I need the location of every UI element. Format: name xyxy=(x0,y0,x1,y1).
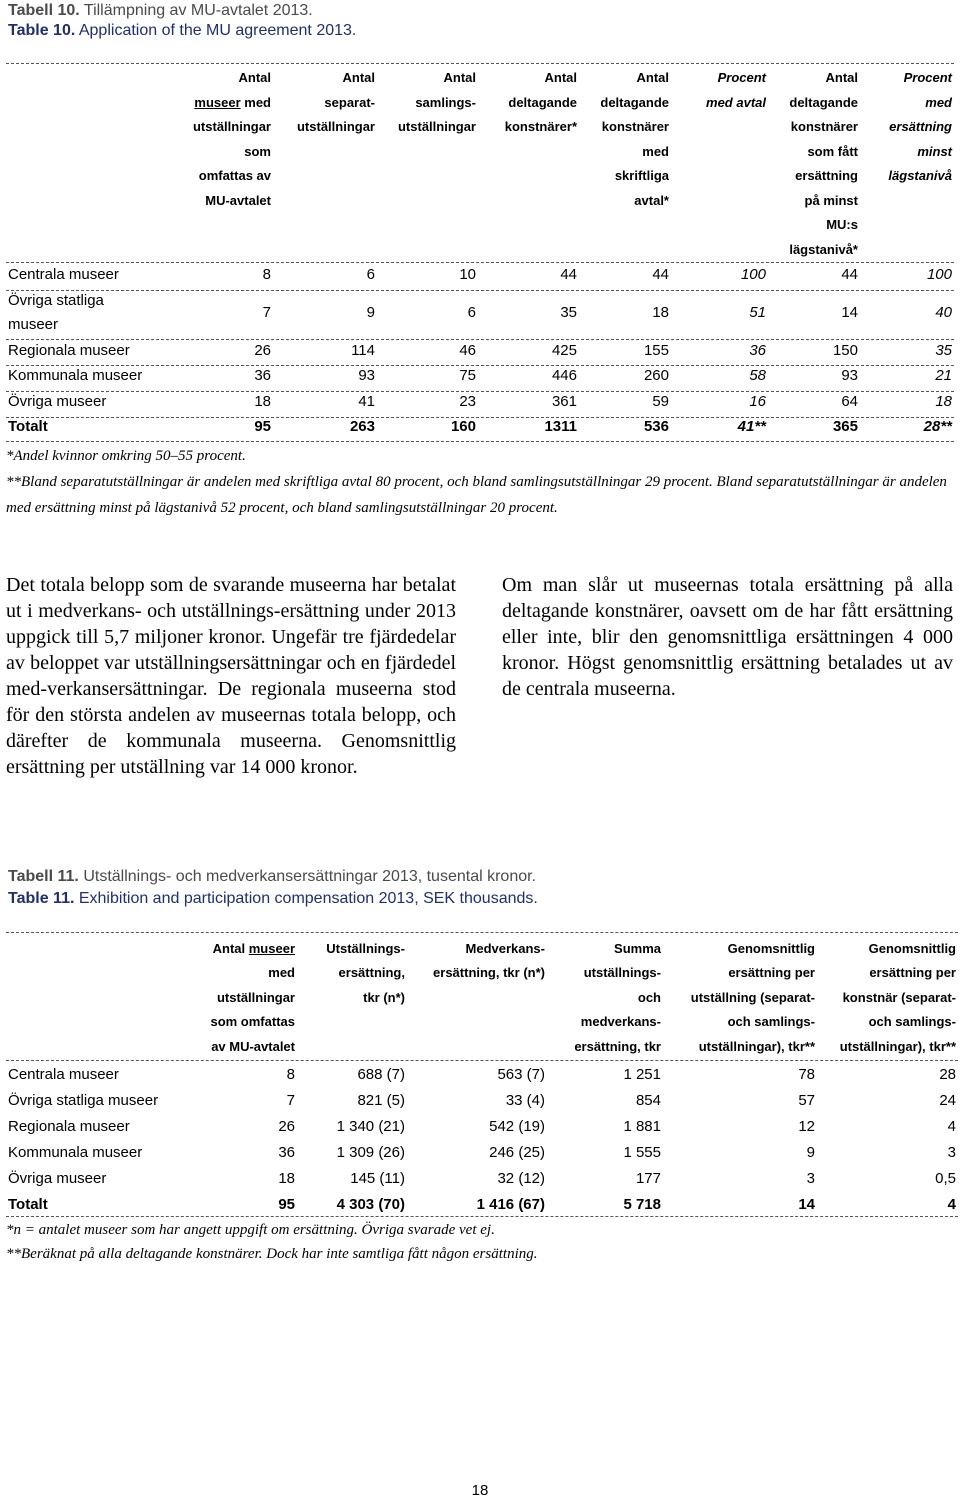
cell: 1 251 xyxy=(623,1065,661,1083)
header-line: omfattas av xyxy=(198,168,271,183)
cell: 64 xyxy=(841,392,858,410)
cell: 36 xyxy=(278,1143,295,1161)
header-line: utställningar), tkr** xyxy=(839,1038,956,1054)
cell: 1 309 (26) xyxy=(336,1143,405,1161)
cell: 21 xyxy=(935,367,952,385)
cell: 18 xyxy=(652,304,669,321)
cell: 1 340 (21) xyxy=(336,1117,405,1135)
header-line: deltagande xyxy=(508,94,577,110)
header-line: Antal xyxy=(342,70,375,85)
divider xyxy=(6,63,954,64)
header-line: Antal xyxy=(636,70,669,85)
row-label: Centrala museer xyxy=(8,266,119,284)
header-line: deltagande xyxy=(600,94,669,110)
cell: 263 xyxy=(349,418,375,436)
header-line xyxy=(198,937,295,961)
table-row-total xyxy=(6,414,954,440)
cell: 93 xyxy=(841,367,858,385)
table11-caption-sv-label: Tabell 11. xyxy=(8,868,79,885)
cell: 446 xyxy=(551,367,577,385)
divider xyxy=(6,932,958,933)
table10-header-separate xyxy=(273,66,377,262)
table10-caption-en xyxy=(8,20,356,42)
cell: 563 (7) xyxy=(497,1065,545,1083)
cell: 365 xyxy=(832,418,858,436)
header-line: konstnärer xyxy=(790,119,858,134)
header-line: på minst xyxy=(804,192,858,208)
header-line: avtal* xyxy=(634,192,669,208)
header-line: samlings- xyxy=(415,94,476,110)
cell: 6 xyxy=(366,266,375,284)
header-line: utställnings- xyxy=(583,965,661,981)
cell: 12 xyxy=(798,1117,815,1135)
cell: 14 xyxy=(798,1195,815,1213)
row-label: Regionala museer xyxy=(8,1117,130,1135)
cell: 26 xyxy=(278,1117,295,1135)
cell: 3 xyxy=(947,1143,956,1161)
header-underlined-word: museer xyxy=(248,941,295,956)
table10-caption-sv-label: Tabell 10. xyxy=(8,2,80,19)
table10-caption-en-label: Table 10. xyxy=(8,22,76,39)
table10-caption-sv-text: Tillämpning av MU-avtalet 2013. xyxy=(83,2,313,19)
header-line: utställningar xyxy=(397,119,476,134)
header-line: Procent xyxy=(717,70,766,85)
cell: 23 xyxy=(459,392,476,410)
header-line: som xyxy=(244,143,271,159)
cell: 8 xyxy=(286,1065,295,1083)
cell: 36 xyxy=(749,341,766,359)
table11-caption-en xyxy=(8,888,538,910)
table-row xyxy=(6,288,954,338)
table11-header-participation xyxy=(407,937,547,1061)
table10-caption-sv xyxy=(8,0,313,22)
table11-header-museums xyxy=(196,937,297,1061)
cell: 57 xyxy=(798,1091,815,1109)
cell: 1 416 (67) xyxy=(476,1195,545,1213)
cell: 78 xyxy=(798,1065,815,1083)
table-row xyxy=(6,1139,958,1165)
header-line: av MU-avtalet xyxy=(211,1038,295,1054)
header-line: utställningar xyxy=(216,989,295,1005)
cell: 28 xyxy=(939,1065,956,1083)
cell: 18 xyxy=(935,392,952,410)
header-line: tkr (n*) xyxy=(363,989,405,1005)
header-line: utställningar xyxy=(192,119,271,134)
cell: 100 xyxy=(740,266,766,284)
row-label: Övriga museer xyxy=(8,1169,107,1187)
table11-footnote-2: **Beräknat på alla deltagande konstnärer. Dock har inte samtliga fått någon ersättning. xyxy=(6,1246,538,1262)
cell: 160 xyxy=(450,418,476,436)
cell: 75 xyxy=(459,367,476,385)
cell: 1 881 xyxy=(623,1117,661,1135)
cell: 44 xyxy=(652,266,669,284)
header-line: Utställnings- xyxy=(326,941,405,956)
row-label: Regionala museer xyxy=(8,341,130,359)
cell: 44 xyxy=(841,266,858,284)
header-line-text: Antal museer xyxy=(212,941,295,956)
table11-header-avg-exhibition xyxy=(663,937,817,1061)
header-line: Genomsnittlig xyxy=(727,941,815,956)
cell: 150 xyxy=(832,341,858,359)
cell: 18 xyxy=(278,1169,295,1187)
cell: 260 xyxy=(643,367,669,385)
cell: 536 xyxy=(643,418,669,436)
header-line: konstnärer* xyxy=(504,119,577,134)
header-line: lägstanivå xyxy=(888,168,952,183)
divider xyxy=(6,441,954,442)
cell: 24 xyxy=(939,1091,956,1109)
header-line: konstnärer xyxy=(601,119,669,134)
header-line: utställningar), tkr** xyxy=(698,1038,815,1054)
row-label: Övriga statliga museer xyxy=(8,1091,159,1109)
header-line: ersättning xyxy=(795,168,858,183)
cell: 246 (25) xyxy=(489,1143,545,1161)
table10-caption-en-text: Application of the MU agreement 2013. xyxy=(78,22,357,39)
cell: 155 xyxy=(643,341,669,359)
cell: 51 xyxy=(749,304,766,321)
cell: 35 xyxy=(935,341,952,359)
table10-header-artists-paid xyxy=(768,66,860,262)
row-label: Centrala museer xyxy=(8,1065,119,1083)
header-line: skriftliga xyxy=(614,168,669,183)
table11-caption-sv xyxy=(8,866,536,888)
header-line: ersättning, tkr xyxy=(574,1038,661,1054)
table11-caption-en-text: Exhibition and participation compensation 2013, SEK thousands. xyxy=(78,890,538,907)
cell: 35 xyxy=(560,304,577,321)
cell: 1 555 xyxy=(623,1143,661,1161)
header-line: Antal xyxy=(443,70,476,85)
row-label: Totalt xyxy=(8,1195,48,1213)
body-text-left: Det totala belopp som de svarande museerna har betalat ut i medverkans- och utställnings-ersättning under 2013 uppgick till 5,7 miljoner kronor. Ungefär tre fjärdedelar av beloppet var utställningsersättningar och en fjärdedel med-verkansersättningar. De regionala museerna stod för den största andelen av museernas totala belopp, och därefter de kommunala museerna. Genomsnittlig ersättning per utställning var 14 000 kronor. xyxy=(6,574,456,778)
cell: 33 (4) xyxy=(505,1091,545,1109)
header-line: ersättning per xyxy=(869,965,956,981)
table-row xyxy=(6,338,954,364)
table-row xyxy=(6,1061,958,1087)
cell: 854 xyxy=(635,1091,661,1109)
cell: 46 xyxy=(459,341,476,359)
cell: 821 (5) xyxy=(357,1091,405,1109)
cell: 9 xyxy=(366,304,375,321)
header-line: Antal xyxy=(238,70,271,85)
header-line-text: museer xyxy=(194,94,241,110)
cell: 44 xyxy=(560,266,577,284)
header-line: Procent xyxy=(903,70,952,85)
header-line: med xyxy=(642,143,669,159)
cell: 28** xyxy=(923,418,952,436)
header-line: ersättning per xyxy=(728,965,815,981)
cell: 5 718 xyxy=(623,1195,661,1213)
table-row xyxy=(6,363,954,389)
cell: 26 xyxy=(254,341,271,359)
header-line: medverkans- xyxy=(580,1014,661,1030)
cell: 18 xyxy=(254,392,271,410)
table10-header-museums xyxy=(136,66,273,262)
cell: 100 xyxy=(926,266,952,284)
cell: 542 (19) xyxy=(489,1117,545,1135)
header-line: ersättning, xyxy=(338,965,405,981)
cell: 361 xyxy=(551,392,577,410)
row-label: Kommunala museer xyxy=(8,1143,143,1161)
cell: 8 xyxy=(262,266,271,284)
cell: 7 xyxy=(286,1091,295,1109)
cell: 6 xyxy=(467,304,476,321)
cell: 4 303 (70) xyxy=(336,1195,405,1213)
cell: 177 xyxy=(635,1169,661,1187)
table-row xyxy=(6,389,954,415)
header-line: som fått xyxy=(807,143,858,159)
cell: 41** xyxy=(737,418,766,436)
cell: 9 xyxy=(806,1143,815,1161)
row-label: Kommunala museer xyxy=(8,367,143,385)
table11-header-avg-artist xyxy=(817,937,958,1061)
row-label: Totalt xyxy=(8,418,48,436)
header-line: separat- xyxy=(324,94,375,110)
header-line: och samlings- xyxy=(727,1014,815,1030)
cell: 0,5 xyxy=(935,1169,956,1187)
table10-header-pct-paid xyxy=(860,66,954,262)
table-row xyxy=(6,1165,958,1191)
cell: 7 xyxy=(262,304,271,321)
header-line: och samlings- xyxy=(868,1014,956,1030)
table11 xyxy=(6,937,958,1217)
cell: 36 xyxy=(254,367,271,385)
page-number: 18 xyxy=(471,1482,489,1499)
cell: 3 xyxy=(806,1169,815,1187)
header-line: konstnär (separat- xyxy=(842,989,956,1005)
header-line: Medverkans- xyxy=(465,941,545,956)
table10-footnote-1: *Andel kvinnor omkring 50–55 procent. xyxy=(6,448,246,464)
header-line: deltagande xyxy=(789,94,858,110)
table-row-total xyxy=(6,1191,958,1217)
header-line: med xyxy=(925,94,952,110)
cell: 688 (7) xyxy=(357,1065,405,1083)
table-row xyxy=(6,262,954,288)
table-row xyxy=(6,1087,958,1113)
table10-header-blank xyxy=(6,66,136,262)
cell: 41 xyxy=(358,392,375,410)
cell: 95 xyxy=(254,418,271,436)
header-line: ersättning xyxy=(889,119,952,134)
cell: 145 (11) xyxy=(350,1169,405,1187)
header-line: ersättning, tkr (n*) xyxy=(433,965,545,981)
header-line: och xyxy=(637,989,661,1005)
table11-caption-en-label: Table 11. xyxy=(8,890,75,907)
row-label: Övriga statliga museer xyxy=(8,291,104,333)
cell: 59 xyxy=(652,392,669,410)
table10 xyxy=(6,66,954,440)
header-line: som omfattas xyxy=(210,1014,295,1030)
cell: 4 xyxy=(947,1117,956,1135)
header-line: med avtal xyxy=(706,94,766,110)
header-line: minst xyxy=(917,143,952,159)
table10-footnote-2: **Bland separatutställningar är andelen med skriftliga avtal 80 procent, och bland samlingsutställningar 29 procent. Bland separatutställningar är andelen med ersättning minst på lägstanivå 52 procent, och bland samlingsutställningar 20 procent. xyxy=(6,474,947,516)
body-text-right: Om man slår ut museernas totala ersättning på alla deltagande konstnärer, oavsett om de har fått ersättning eller inte, blir den genomsnittliga ersättningen 4 000 kronor. Högst genomsnittlig ersättning betalades ut av de centrala museerna. xyxy=(502,574,953,700)
cell: 40 xyxy=(935,304,952,321)
table11-footnote-1: *n = antalet museer som har angett uppgift om ersättning. Övriga svarade vet ej. xyxy=(6,1222,495,1238)
header-line: Antal xyxy=(544,70,577,85)
table10-header-artists-contract xyxy=(579,66,671,262)
header-line: MU-avtalet xyxy=(205,192,271,208)
cell: 114 xyxy=(351,341,375,359)
table11-header-sum xyxy=(547,937,663,1061)
cell: 16 xyxy=(749,392,766,410)
cell: 4 xyxy=(947,1195,956,1213)
header-line: MU:s xyxy=(826,217,858,232)
cell: 1311 xyxy=(544,418,577,436)
table11-header-exhibition xyxy=(297,937,407,1061)
table10-header-artists xyxy=(478,66,579,262)
cell: 425 xyxy=(551,341,577,359)
cell: 93 xyxy=(358,367,375,385)
header-line: Summa xyxy=(614,941,661,956)
cell: 95 xyxy=(278,1195,295,1213)
cell: 14 xyxy=(841,304,858,321)
cell: 10 xyxy=(459,266,476,284)
header-line: Antal xyxy=(825,70,858,85)
header-line: museer med xyxy=(194,94,271,110)
table11-caption-sv-text: Utställnings- och medverkansersättningar 2013, tusental kronor. xyxy=(83,868,536,885)
header-line: lägstanivå* xyxy=(789,241,858,257)
header-line: utställningar xyxy=(296,119,375,134)
row-label: Övriga museer xyxy=(8,392,107,410)
table11-header-blank xyxy=(6,937,196,1061)
header-line: med xyxy=(268,965,295,981)
header-line: utställning (separat- xyxy=(690,989,815,1005)
table10-header-pct-contract xyxy=(671,66,768,262)
header-line: Genomsnittlig xyxy=(868,941,956,956)
cell: 32 (12) xyxy=(497,1169,545,1187)
table10-header-collection xyxy=(377,66,478,262)
table-row xyxy=(6,1113,958,1139)
cell: 58 xyxy=(749,367,766,385)
